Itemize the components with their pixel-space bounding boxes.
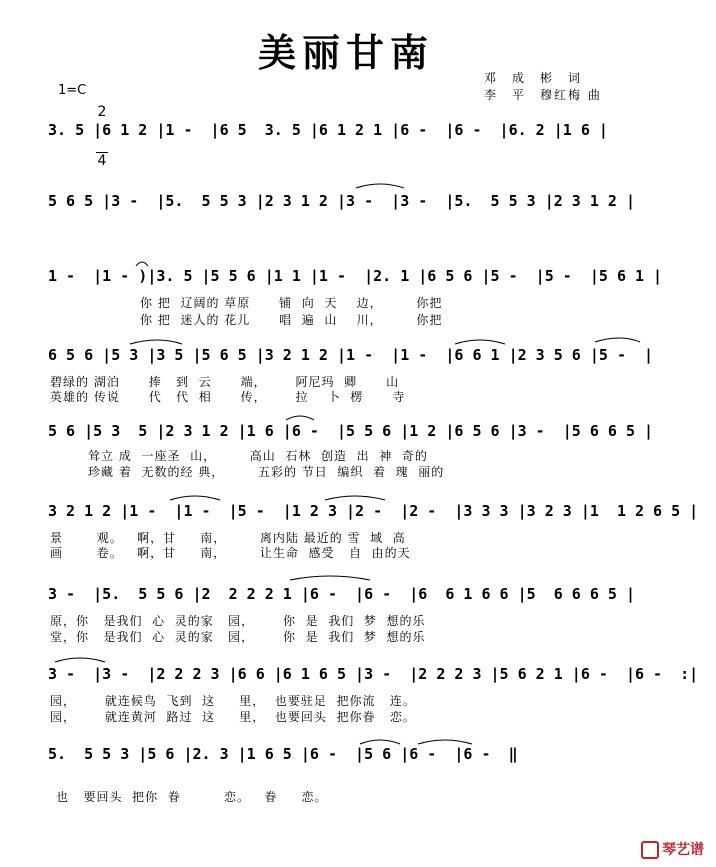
lyric-line-5a: 耸立 成 一座圣 山， 高山 石林 创造 出 神 奇的 bbox=[88, 449, 428, 463]
slur-mark bbox=[290, 576, 370, 580]
lyric-line-4b: 英雄的 传说 代 代 相 传， 拉 卜 楞 寺 bbox=[50, 390, 406, 404]
slur-mark bbox=[360, 740, 400, 744]
slur-mark bbox=[455, 340, 505, 344]
slur-mark bbox=[136, 262, 148, 266]
lyric-line-6a: 景 观。 啊，甘 南， 离内陆 最近的 雪 域 高 bbox=[50, 531, 406, 545]
slur-mark bbox=[55, 658, 105, 662]
slur-mark bbox=[130, 340, 182, 344]
site-logo bbox=[631, 823, 704, 859]
notation-line-9: 5. 5 5 3 |5 6 |2. 3 |1 6 5 |6 - |5 6 |6 - |6 - ‖ bbox=[48, 745, 518, 763]
composer-credit: 李 平 穆红梅 曲 bbox=[484, 88, 602, 102]
logo-icon bbox=[641, 841, 659, 859]
time-signature-bottom: 4 bbox=[97, 153, 107, 169]
lyric-line-5b: 珍藏 着 无数的经 典， 五彩的 节日 编织 着 瑰 丽的 bbox=[88, 465, 445, 479]
slur-mark bbox=[170, 496, 220, 500]
notation-line-2: 5 6 5 |3 - |5. 5 5 3 |2 3 1 2 |3 - |3 - |5. 5 5 3 |2 3 1 2 | bbox=[48, 192, 635, 210]
lyric-line-7a: 原，你 是我们 心 灵的家 园， 你 是 我们 梦 想的乐 bbox=[50, 614, 426, 628]
notation-line-6: 3 2 1 2 |1 - |1 - |5 - |1 2 3 |2 - |2 - |3 3 3 |3 2 3 |1 1 2 6 5 | bbox=[48, 502, 699, 520]
lyric-line-6b: 画 卷。 啊，甘 南， 让生命 感受 自 由的天 bbox=[50, 546, 411, 560]
notation-line-3: 1 - |1 - )|3. 5 |5 5 6 |1 1 |1 - |2. 1 |6 5 6 |5 - |5 - |5 6 1 | bbox=[48, 267, 663, 285]
slur-mark bbox=[595, 338, 640, 342]
lyricist-credit: 邓 成 彬 词 bbox=[484, 71, 583, 85]
notation-line-4: 6 5 6 |5 3 |3 5 |5 6 5 |3 2 1 2 |1 - |1 - |6 6 1 |2 3 5 6 |5 - | bbox=[48, 346, 654, 364]
logo-text: 琴艺谱 bbox=[662, 842, 704, 858]
slur-mark bbox=[418, 740, 472, 744]
slur-mark bbox=[286, 416, 314, 420]
lyric-line-3a: 你 把 辽阔的 草原 铺 向 天 边， 你把 bbox=[140, 296, 443, 310]
notation-line-7: 3 - |5. 5 5 6 |2 2 2 2 1 |6 - |6 - |6 6 1 6 6 |5 6 6 6 5 | bbox=[48, 585, 635, 603]
key-signature: 1=C bbox=[58, 83, 87, 98]
time-signature-top: 2 bbox=[97, 104, 107, 120]
notation-line-1: 3. 5 |6 1 2 |1 - |6 5 3. 5 |6 1 2 1 |6 - |6 - |6. 2 |1 6 | bbox=[48, 121, 608, 139]
lyric-line-8b: 园， 就连黄河 路过 这 里， 也要回头 把你眷 恋。 bbox=[50, 710, 416, 724]
slur-mark bbox=[356, 184, 404, 188]
notation-line-8: 3 - |3 - |2 2 2 3 |6 6 |6 1 6 5 |3 - |2 2 2 3 |5 6 2 1 |6 - |6 - :| bbox=[48, 665, 699, 683]
lyric-line-9a: 也 要回头 把你 眷 恋。 眷 恋。 bbox=[56, 790, 328, 804]
lyric-line-4a: 碧绿的 湖泊 捧 到 云 端， 阿尼玛 卿 山 bbox=[50, 375, 400, 389]
lyric-line-7b: 堂，你 是我们 心 灵的家 园， 你 是 我们 梦 想的乐 bbox=[50, 630, 426, 644]
slur-mark bbox=[325, 496, 385, 500]
lyric-line-8a: 园， 就连候鸟 飞到 这 里， 也要驻足 把你流 连。 bbox=[50, 694, 416, 708]
lyric-line-3b: 你 把 迷人的 花儿 唱 遍 山 川， 你把 bbox=[140, 313, 443, 327]
notation-line-5: 5 6 |5 3 5 |2 3 1 2 |1 6 |6 - |5 5 6 |1 2 |6 5 6 |3 - |5 6 6 5 | bbox=[48, 422, 654, 440]
song-title: 美丽甘南 bbox=[258, 30, 435, 75]
